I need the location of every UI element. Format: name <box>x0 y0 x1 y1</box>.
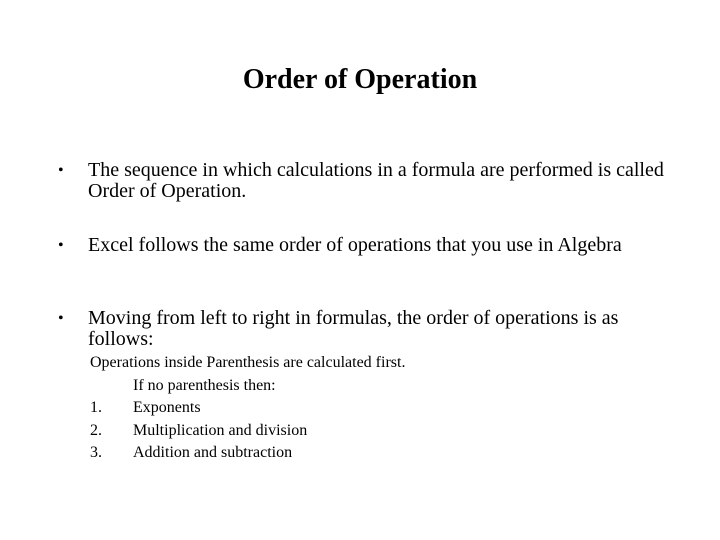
step-number: 2. <box>90 421 102 439</box>
sub-condition-text: If no parenthesis then: <box>133 376 276 394</box>
step-text: Multiplication and division <box>133 421 308 439</box>
step-number: 3. <box>90 444 102 461</box>
bullet-text: Moving from left to right in formulas, the order of operations is as follows: <box>88 307 619 350</box>
step-number: 1. <box>90 399 102 416</box>
bullet-text: Excel follows the same order of operations that you use in Algebra <box>88 234 622 256</box>
bullet-marker: • <box>58 237 64 254</box>
numbered-step <box>0 442 720 465</box>
bullet-marker: • <box>58 162 64 179</box>
bullet-item <box>58 160 668 202</box>
bullet-item <box>58 235 668 256</box>
numbered-step <box>0 397 720 420</box>
numbered-step <box>0 420 720 443</box>
bullet-marker: • <box>58 310 64 327</box>
sub-intro-text: Operations inside Parenthesis are calculated first. <box>90 354 406 371</box>
bullet-item <box>58 308 668 350</box>
bullet-text: The sequence in which calculations in a formula are performed is called Order of Operation. <box>88 159 664 202</box>
step-text: Exponents <box>133 399 201 416</box>
slide-title: Order of Operation <box>242 64 478 95</box>
step-text: Addition and subtraction <box>133 444 293 461</box>
